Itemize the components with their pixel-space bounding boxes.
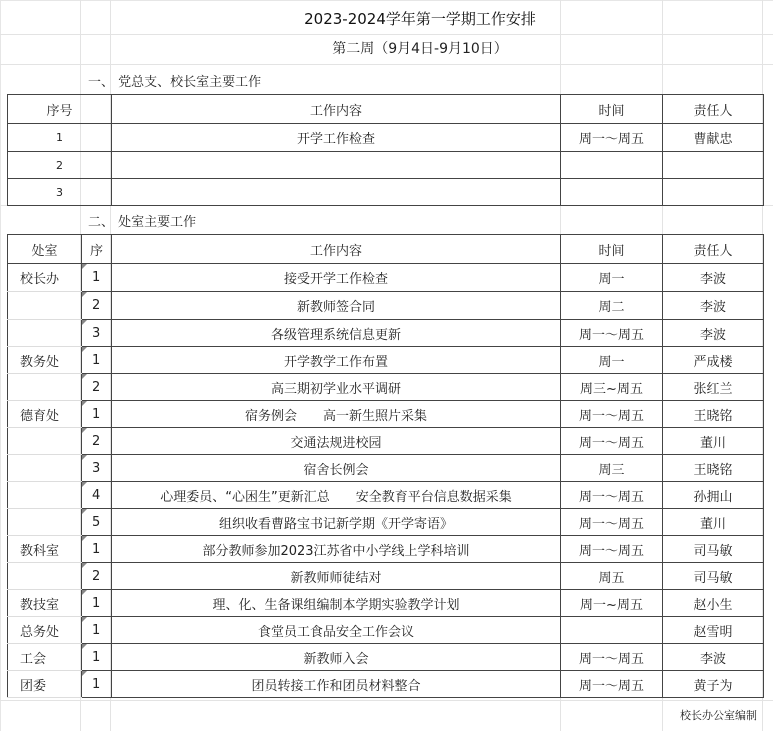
cell-person[interactable]: 张红兰 — [663, 374, 764, 401]
cell-marker-icon — [82, 455, 87, 460]
cell-person[interactable]: 赵雪明 — [663, 617, 764, 644]
cell-content[interactable]: 食堂员工食品安全工作会议 — [112, 617, 561, 644]
cell-content[interactable]: 开学教学工作布置 — [112, 347, 561, 374]
cell-content[interactable]: 组织收看曹路宝书记新学期《开学寄语》 — [112, 509, 561, 536]
cell-person[interactable] — [663, 152, 764, 179]
header-seq[interactable]: 序 — [82, 235, 112, 264]
cell-person[interactable]: 李波 — [663, 264, 764, 292]
table-header-row — [8, 235, 764, 264]
cell-marker-icon — [82, 374, 87, 379]
cell-seq-label: 3 — [92, 460, 101, 476]
cell-marker-icon — [82, 590, 87, 595]
cell-time[interactable]: 周三 — [561, 455, 663, 482]
cell-time[interactable]: 周一～周五 — [561, 428, 663, 455]
cell-content[interactable]: 理、化、生备课组编制本学期实验教学计划 — [112, 590, 561, 617]
cell-seq-label: 1 — [92, 676, 101, 692]
cell-time[interactable]: 周一～周五 — [561, 536, 663, 563]
cell-seq[interactable] — [82, 590, 112, 617]
cell-time[interactable]: 周五 — [561, 563, 663, 590]
table-row — [8, 428, 764, 455]
cell-time[interactable]: 周一～周五 — [561, 482, 663, 509]
cell-person[interactable]: 董川 — [663, 428, 764, 455]
cell-marker-icon — [82, 264, 87, 269]
cell-time[interactable]: 周一 — [561, 264, 663, 292]
cell-seq[interactable] — [82, 536, 112, 563]
cell-time[interactable] — [561, 152, 663, 179]
cell-time[interactable]: 周三~周五 — [561, 374, 663, 401]
cell-time[interactable]: 周一~周五 — [561, 590, 663, 617]
cell-seq-label: 1 — [92, 352, 101, 368]
cell-content[interactable]: 心理委员、“心困生”更新汇总 安全教育平台信息数据采集 — [112, 482, 561, 509]
table-row — [8, 152, 764, 179]
header-person[interactable]: 责任人 — [663, 235, 764, 264]
cell-seq-label: 5 — [92, 514, 101, 530]
table-row — [8, 292, 764, 320]
cell-content[interactable]: 新教师入会 — [112, 644, 561, 671]
table-row — [8, 320, 764, 347]
section-heading-2: 二、 处室主要工作 — [88, 215, 197, 230]
cell-person[interactable]: 严成楼 — [663, 347, 764, 374]
cell-seq[interactable] — [82, 428, 112, 455]
header-time[interactable]: 时间 — [561, 235, 663, 264]
cell-seq-label: 4 — [92, 487, 101, 503]
cell-seq-label: 1 — [92, 622, 101, 638]
cell-marker-icon — [82, 428, 87, 433]
header-content[interactable]: 工作内容 — [112, 95, 561, 124]
cell-dept[interactable] — [8, 455, 82, 482]
cell-seq[interactable] — [82, 320, 112, 347]
cell-seq[interactable] — [82, 563, 112, 590]
cell-dept[interactable]: 教技室 — [8, 590, 82, 617]
cell-seq-label: 1 — [92, 270, 101, 285]
cell-content[interactable]: 接受开学工作检查 — [112, 264, 561, 292]
cell-seq[interactable] — [82, 671, 112, 698]
cell-no[interactable]: 3 — [8, 179, 112, 206]
page-title: 2023-2024学年第一学期工作安排 — [304, 10, 536, 28]
header-dept[interactable]: 处室 — [8, 235, 82, 264]
cell-seq-label: 2 — [92, 298, 101, 313]
section-heading-1: 一、 党总支、校长室主要工作 — [88, 75, 262, 90]
cell-content[interactable]: 交通法规进校园 — [112, 428, 561, 455]
cell-marker-icon — [82, 347, 87, 352]
cell-seq-label: 1 — [92, 541, 101, 557]
table-row — [8, 347, 764, 374]
cell-marker-icon — [82, 509, 87, 514]
table-row — [8, 401, 764, 428]
table-row — [8, 590, 764, 617]
cell-time[interactable]: 周一～周五 — [561, 509, 663, 536]
cell-dept[interactable] — [8, 563, 82, 590]
leadership-table — [7, 94, 764, 206]
table-row — [8, 455, 764, 482]
table-row — [8, 124, 764, 152]
cell-content[interactable]: 团员转接工作和团员材料整合 — [112, 671, 561, 698]
table-row — [8, 644, 764, 671]
cell-no[interactable]: 1 — [8, 124, 112, 152]
cell-time[interactable]: 周一～周五 — [561, 320, 663, 347]
header-content[interactable]: 工作内容 — [112, 235, 561, 264]
cell-person[interactable]: 司马敏 — [663, 536, 764, 563]
cell-seq[interactable] — [82, 264, 112, 292]
cell-person[interactable]: 王晓铭 — [663, 455, 764, 482]
cell-content[interactable]: 各级管理系统信息更新 — [112, 320, 561, 347]
cell-seq[interactable] — [82, 347, 112, 374]
cell-dept[interactable]: 总务处 — [8, 617, 82, 644]
cell-person[interactable]: 李波 — [663, 292, 764, 320]
cell-content[interactable]: 宿舍长例会 — [112, 455, 561, 482]
header-no[interactable]: 序号 — [8, 95, 112, 124]
cell-seq[interactable] — [82, 509, 112, 536]
cell-dept[interactable] — [8, 428, 82, 455]
cell-seq[interactable] — [82, 401, 112, 428]
cell-time[interactable] — [561, 617, 663, 644]
grid-line — [0, 700, 773, 701]
cell-dept[interactable]: 教务处 — [8, 347, 82, 374]
cell-seq[interactable] — [82, 292, 112, 320]
cell-person[interactable]: 曹献忠 — [663, 124, 764, 152]
table-row — [8, 482, 764, 509]
cell-marker-icon — [82, 617, 87, 622]
cell-seq[interactable] — [82, 617, 112, 644]
cell-dept[interactable]: 教科室 — [8, 536, 82, 563]
cell-content[interactable] — [112, 152, 561, 179]
cell-seq-label: 3 — [92, 325, 101, 341]
cell-content[interactable]: 宿务例会 高一新生照片采集 — [112, 401, 561, 428]
cell-time[interactable]: 周一～周五 — [561, 671, 663, 698]
table-header-row — [8, 95, 764, 124]
cell-person[interactable]: 司马敏 — [663, 563, 764, 590]
cell-marker-icon — [82, 671, 87, 676]
department-table — [7, 234, 764, 698]
cell-person[interactable]: 王晓铭 — [663, 401, 764, 428]
cell-person[interactable]: 李波 — [663, 320, 764, 347]
cell-content[interactable]: 部分教师参加2023江苏省中小学线上学科培训 — [112, 536, 561, 563]
cell-marker-icon — [82, 401, 87, 406]
cell-seq[interactable] — [82, 644, 112, 671]
cell-seq[interactable] — [82, 455, 112, 482]
cell-content[interactable]: 高三期初学业水平调研 — [112, 374, 561, 401]
cell-person[interactable]: 李波 — [663, 644, 764, 671]
cell-dept[interactable] — [8, 482, 82, 509]
cell-dept[interactable] — [8, 320, 82, 347]
table-row — [8, 264, 764, 292]
cell-dept[interactable]: 校长办 — [8, 264, 82, 292]
cell-seq-label: 2 — [92, 379, 101, 395]
cell-time[interactable]: 周二 — [561, 292, 663, 320]
cell-dept[interactable]: 工会 — [8, 644, 82, 671]
cell-time[interactable]: 周一～周五 — [561, 124, 663, 152]
cell-person[interactable]: 黄子为 — [663, 671, 764, 698]
cell-dept[interactable]: 团委 — [8, 671, 82, 698]
cell-time[interactable]: 周一～周五 — [561, 644, 663, 671]
cell-seq-label: 2 — [92, 568, 101, 584]
cell-marker-icon — [82, 482, 87, 487]
cell-dept[interactable]: 德育处 — [8, 401, 82, 428]
cell-time[interactable]: 周一～周五 — [561, 401, 663, 428]
cell-seq-label: 1 — [92, 406, 101, 422]
table-row — [8, 374, 764, 401]
cell-marker-icon — [82, 644, 87, 649]
cell-no[interactable]: 2 — [8, 152, 112, 179]
department-rows — [8, 264, 764, 698]
cell-person[interactable]: 董川 — [663, 509, 764, 536]
table-row — [8, 671, 764, 698]
footer-note: 校长办公室编制 — [680, 709, 757, 722]
table-row — [8, 617, 764, 644]
cell-content[interactable]: 新教师签合同 — [112, 292, 561, 320]
cell-person[interactable] — [663, 179, 764, 206]
grid-line — [0, 64, 773, 65]
cell-content[interactable]: 新教师师徒结对 — [112, 563, 561, 590]
cell-seq[interactable] — [82, 482, 112, 509]
cell-person[interactable]: 孙拥山 — [663, 482, 764, 509]
week-subtitle: 第二周（9月4日-9月10日） — [332, 41, 508, 57]
table-row — [8, 179, 764, 206]
header-person[interactable]: 责任人 — [663, 95, 764, 124]
cell-content[interactable]: 开学工作检查 — [112, 124, 561, 152]
cell-seq-label: 1 — [92, 649, 101, 665]
cell-time[interactable] — [561, 179, 663, 206]
cell-person[interactable]: 赵小生 — [663, 590, 764, 617]
cell-marker-icon — [82, 320, 87, 325]
cell-time[interactable]: 周一 — [561, 347, 663, 374]
cell-marker-icon — [82, 536, 87, 541]
cell-seq-label: 2 — [92, 433, 101, 449]
cell-content[interactable] — [112, 179, 561, 206]
header-time[interactable]: 时间 — [561, 95, 663, 124]
table-row — [8, 536, 764, 563]
cell-dept[interactable] — [8, 292, 82, 320]
table-row — [8, 509, 764, 536]
cell-marker-icon — [82, 292, 87, 297]
grid-line — [0, 34, 773, 35]
table-row — [8, 563, 764, 590]
cell-dept[interactable] — [8, 509, 82, 536]
cell-marker-icon — [82, 563, 87, 568]
cell-seq[interactable] — [82, 374, 112, 401]
cell-dept[interactable] — [8, 374, 82, 401]
cell-seq-label: 1 — [92, 595, 101, 611]
